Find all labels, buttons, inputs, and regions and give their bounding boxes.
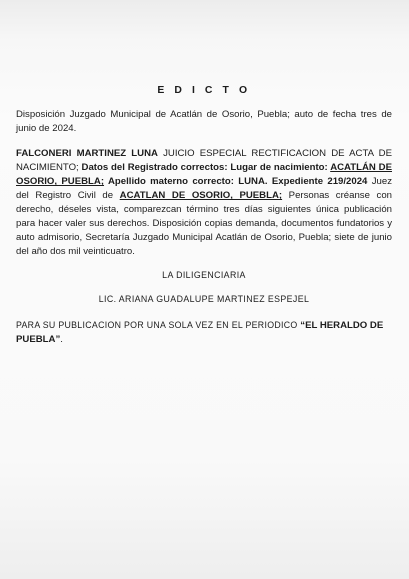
birthplace: ACATLÁN DE OSORIO, PUEBLA; <box>16 162 392 187</box>
publication-lead: PARA SU PUBLICACION POR UNA SOLA VEZ EN EL PERIODICO <box>16 320 301 330</box>
publication-note <box>16 318 392 347</box>
signature-role: LA DILIGENCIARIA <box>162 270 246 280</box>
case-type: JUICIO ESPECIAL RECTIFICACION DE ACTA DE NACIMIENTO; <box>16 148 392 173</box>
intro-paragraph: Disposición Juzgado Municipal de Acatlán de Osorio, Puebla; auto de fecha tres de junio de 2024. <box>16 109 392 134</box>
document-title: E D I C T O <box>157 85 251 96</box>
signature-name: LIC. ARIANA GUADALUPE MARTINEZ ESPEJEL <box>98 294 310 304</box>
judge-text: Juez del Registro Civil de <box>16 176 392 201</box>
registry-place: ACATLAN DE OSORIO, PUEBLA; <box>119 190 283 201</box>
edict-document <box>16 84 392 347</box>
newspaper-name: “EL HERALDO DE PUEBLA” <box>16 320 384 345</box>
body-paragraph <box>16 147 392 259</box>
party-name: FALCONERI MARTINEZ LUNA <box>16 148 158 159</box>
correct-data-label: Datos del Registrado correctos: Lugar de nacimiento: <box>81 162 331 173</box>
closing-text: Personas créanse con derecho, déseles vista, comparezcan término tres días siguientes única publicación para hacer valer sus derechos. Disposición copias demanda, documentos fundatorios y auto admisorio, Secretaría Juzgado Municipal Acatlán de Osorio, Puebla; siete de junio del año dos mil veinticuatro. <box>16 190 392 257</box>
maternal-surname: Apellido materno correcto: LUNA. Expediente 219/2024 <box>104 176 368 187</box>
publication-trail: . <box>60 334 63 345</box>
